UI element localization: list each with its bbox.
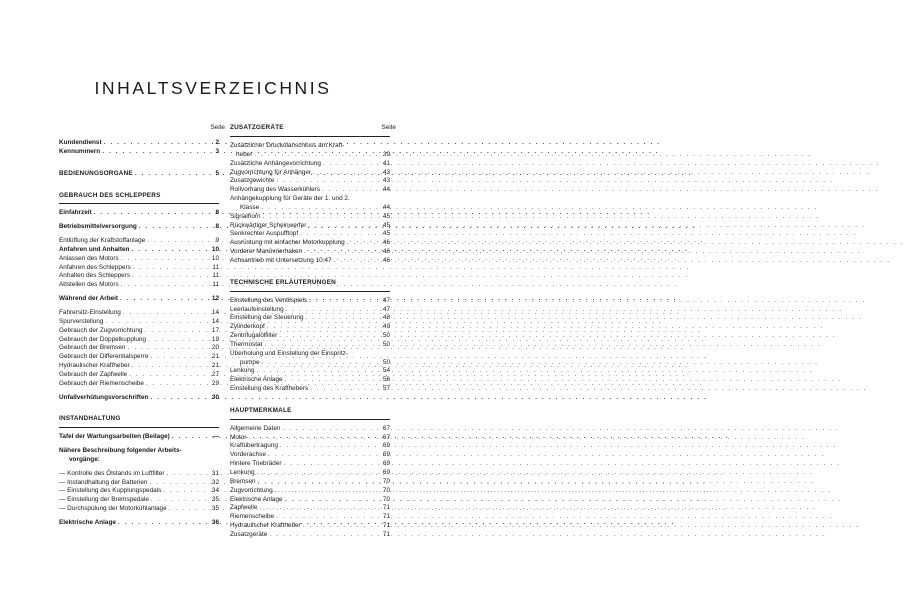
leader-dots <box>149 479 207 488</box>
toc-left-column <box>59 124 225 528</box>
toc-entry[interactable] <box>59 433 219 442</box>
toc-entry-title: Lenkung <box>230 367 255 375</box>
leader-dots <box>257 469 378 478</box>
toc-entry-page: 8 <box>215 223 219 231</box>
toc-subheading: Nähere Beschreibung folgender Arbeits- <box>59 447 182 455</box>
toc-entry[interactable] <box>230 496 390 505</box>
toc-entry-title: Gebrauch der Doppelkupplung <box>59 335 147 343</box>
leader-dots <box>323 160 378 169</box>
toc-entry-page: 50 <box>382 332 390 340</box>
toc-entry[interactable] <box>230 425 390 434</box>
toc-entry-title: Lenkung <box>230 469 255 476</box>
toc-entry[interactable] <box>59 353 219 362</box>
toc-entry-title: Tafel der Wartungsarbeiten (Beilage) <box>59 433 170 441</box>
toc-entry[interactable] <box>59 380 219 389</box>
toc-entry-page: 50 <box>382 358 390 366</box>
leader-dots <box>131 246 207 255</box>
leader-dots <box>139 223 207 232</box>
toc-entry[interactable] <box>230 306 390 315</box>
leader-dots <box>135 170 207 179</box>
toc-entry-title: heber <box>236 150 253 158</box>
page-column-label: Seite <box>381 124 396 131</box>
toc-entry[interactable] <box>230 376 390 385</box>
toc-entry[interactable] <box>230 151 390 160</box>
toc-entry-title-line1: Überholung und Einstellung der Einspritz- <box>230 349 348 357</box>
toc-entry-title: Kundendienst <box>59 139 102 146</box>
toc-entry-title: Rollvorhang des Wasserkühlers <box>230 186 320 194</box>
table-of-contents <box>0 124 426 594</box>
toc-entry-title: Zentrifugalölfilter <box>230 332 278 340</box>
leader-dots <box>121 255 207 264</box>
leader-dots <box>282 425 378 434</box>
toc-entry[interactable] <box>230 332 390 341</box>
toc-entry-page: 47 <box>382 296 390 304</box>
toc-entry[interactable] <box>59 336 219 345</box>
toc-entry-page: 11 <box>212 281 219 289</box>
toc-entry-page: 19 <box>211 335 219 343</box>
leader-dots <box>263 213 378 222</box>
toc-entry[interactable] <box>230 341 390 350</box>
leader-dots <box>313 169 378 178</box>
toc-entry-page: 39 <box>382 150 390 158</box>
leader-dots <box>308 222 378 231</box>
toc-entry[interactable] <box>230 522 390 531</box>
divider <box>59 427 219 428</box>
toc-entry-page: 30 <box>211 393 219 401</box>
toc-entry[interactable] <box>59 479 219 488</box>
leader-dots <box>169 505 207 514</box>
leader-dots <box>172 433 207 442</box>
divider <box>59 203 219 204</box>
toc-entry[interactable] <box>230 248 390 257</box>
page-title: INHALTSVERZEICHNIS <box>94 78 332 98</box>
toc-entry[interactable] <box>230 213 390 222</box>
leader-dots <box>285 376 378 385</box>
toc-entry-title: Achsantrieb mit Untersetzung 10:47 <box>230 256 332 264</box>
toc-entry-page: 43 <box>382 168 390 176</box>
leader-dots <box>248 434 378 443</box>
toc-entry-page: 44 <box>382 203 390 211</box>
toc-entry[interactable] <box>230 513 390 522</box>
toc-entry[interactable] <box>59 309 219 318</box>
toc-entry[interactable] <box>230 442 390 451</box>
leader-dots <box>129 371 207 380</box>
toc-entry-page: 54 <box>382 367 390 375</box>
right-column-header <box>230 124 396 133</box>
leader-dots <box>275 487 378 496</box>
toc-entry[interactable] <box>230 239 390 248</box>
toc-entry-title: Allgemeine Daten <box>230 424 281 432</box>
leader-dots <box>280 442 378 451</box>
leader-dots <box>306 314 378 323</box>
toc-entry[interactable] <box>59 496 219 505</box>
leader-dots <box>259 504 378 513</box>
toc-entry-title: Motor <box>230 433 247 441</box>
toc-entry-title: — Kontrolle des Ölstands im Luftfilter <box>59 469 165 477</box>
toc-entry[interactable] <box>230 314 390 323</box>
toc-entry-title: Spurverstellung <box>59 317 104 325</box>
leader-dots <box>267 323 378 332</box>
toc-entry-title: Elektrische Anlage <box>230 495 283 503</box>
toc-entry-page: 21 <box>211 353 219 361</box>
toc-entry-page: 29 <box>211 379 219 387</box>
toc-entry-page: 35 <box>211 505 219 513</box>
toc-entry-title: Zusatzgeräte <box>230 530 268 538</box>
toc-entry-title: Senkrechter Auspufftopf <box>230 230 299 238</box>
leader-dots <box>133 264 207 273</box>
toc-entry-title: Zugvorrichtung für Anhänger <box>230 168 311 176</box>
toc-entry-page: 32 <box>211 478 219 486</box>
leader-dots <box>347 239 378 248</box>
toc-entry[interactable] <box>230 230 390 239</box>
toc-entry-title: Zusatzgewichte <box>230 177 275 185</box>
toc-entry-page: 43 <box>382 177 390 185</box>
toc-entry-page: 11 <box>212 272 219 280</box>
toc-entry-page: 69 <box>382 442 390 450</box>
toc-entry[interactable] <box>230 469 390 478</box>
toc-entry-title: Hintere Triebräder <box>230 460 282 468</box>
toc-entry[interactable] <box>230 460 390 469</box>
leader-dots <box>150 353 207 362</box>
toc-entry-page: 71 <box>382 522 390 530</box>
toc-entry[interactable] <box>230 451 390 460</box>
toc-entry-page: 14 <box>211 317 219 325</box>
toc-entry-page: — <box>212 433 219 441</box>
toc-entry-page: 45 <box>382 212 390 220</box>
leader-dots <box>284 460 378 469</box>
toc-entry-title: Anlassen des Motors <box>59 254 119 262</box>
toc-entry-page: 70 <box>382 486 390 494</box>
leader-dots <box>148 336 207 345</box>
toc-entry-page: 67 <box>382 433 390 441</box>
toc-entry-page: 35 <box>211 496 219 504</box>
leader-dots <box>264 341 378 350</box>
toc-entry[interactable] <box>59 272 219 281</box>
page-column-label: Seite <box>210 124 225 131</box>
toc-entry-page: 45 <box>382 230 390 238</box>
toc-entry-page: 71 <box>382 504 390 512</box>
leader-dots <box>303 522 378 531</box>
toc-entry-title: Rückwärtiger Scheinwerfer <box>230 221 307 229</box>
leader-dots <box>300 230 378 239</box>
toc-entry-title: Ausrüstung mit einfacher Motorkupplung <box>230 239 345 247</box>
leader-dots <box>304 248 378 257</box>
toc-entry-title: Einfahrzeit <box>59 209 92 217</box>
leader-dots <box>286 306 378 315</box>
leader-dots <box>144 327 207 336</box>
toc-entry[interactable] <box>59 362 219 371</box>
leader-dots <box>132 362 207 371</box>
leader-dots <box>285 496 378 505</box>
toc-entry[interactable] <box>59 318 219 327</box>
toc-entry-title: Während der Arbeit <box>59 295 119 303</box>
toc-entry-page: 45 <box>382 221 390 229</box>
leader-dots <box>269 531 378 540</box>
toc-entry[interactable] <box>59 394 219 403</box>
leader-dots <box>151 496 207 505</box>
toc-entry[interactable] <box>230 367 390 376</box>
toc-entry-page: 9 <box>215 237 219 245</box>
toc-entry[interactable] <box>59 255 219 264</box>
leader-dots <box>132 272 207 281</box>
toc-entry-page: 21 <box>211 362 219 370</box>
leader-dots <box>322 186 378 195</box>
toc-entry-title: Gebrauch der Bremsen <box>59 344 126 352</box>
toc-entry-page: 20 <box>211 344 219 352</box>
toc-entry-page: 46 <box>382 256 390 264</box>
toc-entry[interactable] <box>230 177 390 186</box>
toc-entry[interactable] <box>230 478 390 487</box>
toc-entry-page: 17 <box>211 326 219 334</box>
toc-entry[interactable] <box>230 186 390 195</box>
toc-entry[interactable] <box>59 139 219 148</box>
toc-entry-title: Gebrauch der Zugvorrichtung <box>59 326 143 334</box>
toc-entry-page: 47 <box>382 305 390 313</box>
leader-dots <box>257 367 378 376</box>
leader-dots <box>163 487 207 496</box>
toc-entry-title: Kraftübertragung <box>230 442 278 450</box>
leader-dots <box>334 257 378 266</box>
toc-entry-title: Anfahren des Schleppers <box>59 263 131 271</box>
toc-entry-page: 44 <box>382 186 390 194</box>
divider <box>230 136 390 137</box>
toc-entry[interactable] <box>230 297 390 306</box>
toc-entry-page: 3 <box>215 147 219 155</box>
toc-entry[interactable] <box>230 204 390 213</box>
leader-dots <box>279 332 378 341</box>
toc-entry-page: 71 <box>382 530 390 538</box>
toc-entry-page: 71 <box>382 513 390 521</box>
toc-entry-title: Einstellung des Krafthebers <box>230 385 309 393</box>
toc-entry-title: BEDIENUNGSORGANE <box>59 169 133 177</box>
toc-entry-title: Signalhorn <box>230 212 261 220</box>
toc-entry-page: 70 <box>382 495 390 503</box>
toc-entry-title: Zapfwelle <box>230 504 258 512</box>
toc-entry-title: Zylinderkopf <box>230 323 265 331</box>
toc-entry-title: — Durchspülung der Motorkühlanlage <box>59 505 167 513</box>
toc-entry-page: 10 <box>211 245 219 253</box>
toc-entry[interactable] <box>59 505 219 514</box>
toc-entry-title: Thermostat <box>230 340 263 348</box>
leader-dots <box>262 359 378 368</box>
toc-entry[interactable] <box>230 504 390 513</box>
toc-entry-title: Klasse <box>240 203 260 211</box>
toc-entry-page: 48 <box>382 314 390 322</box>
toc-entry[interactable] <box>230 531 390 540</box>
toc-entry-title: — Instandhaltung der Batterien <box>59 478 148 486</box>
leader-dots <box>94 209 207 218</box>
toc-right-column <box>230 124 396 540</box>
toc-entry-title: — Einstellung der Bremspedale <box>59 496 149 504</box>
toc-entry[interactable] <box>59 246 219 255</box>
section-heading-hauptmerkmale: HAUPTMERKMALE <box>230 406 292 414</box>
leader-dots <box>276 513 378 522</box>
toc-entry-page: 46 <box>382 239 390 247</box>
toc-entry-page: 56 <box>382 376 390 384</box>
toc-entry-title: Zugvorrichtung <box>230 486 273 494</box>
toc-entry[interactable] <box>230 487 390 496</box>
toc-entry-page: 8 <box>215 209 219 217</box>
leader-dots <box>123 309 207 318</box>
toc-entry[interactable] <box>59 281 219 290</box>
toc-entry-title: Zusätzliche Anhängevorrichtung <box>230 159 321 167</box>
leader-dots <box>261 204 378 213</box>
toc-entry-page: 69 <box>382 460 390 468</box>
leader-dots <box>120 295 207 304</box>
toc-entry[interactable] <box>59 327 219 336</box>
toc-entry-page: 31 <box>211 469 219 477</box>
toc-entry-title: pumpe <box>240 358 260 366</box>
leader-dots <box>102 148 207 157</box>
toc-entry[interactable] <box>230 222 390 231</box>
section-heading-gebrauch: GEBRAUCH DES SCHLEPPERS <box>59 191 161 199</box>
leader-dots <box>146 380 207 389</box>
toc-entry-page: 34 <box>211 487 219 495</box>
toc-entry[interactable] <box>230 434 390 443</box>
toc-entry[interactable] <box>59 148 219 157</box>
toc-entry[interactable] <box>59 371 219 380</box>
leader-dots <box>127 344 207 353</box>
toc-entry-page: 69 <box>382 451 390 459</box>
leader-dots <box>118 519 207 528</box>
toc-entry[interactable] <box>59 209 219 218</box>
toc-entry-title: — Einstellung des Kupplungspedals <box>59 487 162 495</box>
leader-dots <box>121 281 207 290</box>
toc-entry-title: Einstellung des Ventilspiels <box>230 296 308 304</box>
toc-entry-page: 50 <box>382 340 390 348</box>
leader-dots <box>276 177 378 186</box>
toc-entry-title: Gebrauch der Differentialsperre <box>59 353 149 361</box>
leader-dots <box>268 451 378 460</box>
toc-entry[interactable] <box>230 323 390 332</box>
leader-dots <box>254 151 378 160</box>
toc-entry[interactable] <box>230 385 390 394</box>
toc-entry[interactable] <box>59 519 219 528</box>
leader-dots <box>309 297 378 306</box>
toc-entry[interactable] <box>230 160 390 169</box>
toc-entry-page: 70 <box>382 477 390 485</box>
leader-dots <box>105 318 207 327</box>
toc-section-entry[interactable] <box>59 170 219 179</box>
toc-entry-page: 46 <box>382 248 390 256</box>
toc-entry-page: 49 <box>382 323 390 331</box>
toc-entry-title: Einstellung der Steuerung <box>230 314 304 322</box>
toc-entry-title: Entlüftung der Kraftstoffanlage <box>59 237 146 245</box>
toc-entry-page: 69 <box>382 469 390 476</box>
toc-entry-page: 57 <box>382 385 390 393</box>
toc-entry-page: 67 <box>382 424 390 432</box>
toc-entry-page: 41 <box>382 159 390 167</box>
toc-entry-title: Kennummern <box>59 147 101 155</box>
toc-entry-title: Elektrische Anlage <box>59 519 116 526</box>
left-column-header <box>59 124 225 133</box>
section-heading-zusatzgeraete: ZUSATZGERÄTE <box>230 124 284 131</box>
section-heading-technische: TECHNISCHE ERLÄUTERUNGEN <box>230 278 336 286</box>
toc-entry[interactable] <box>59 237 219 246</box>
toc-entry[interactable] <box>230 257 390 266</box>
leader-dots <box>258 478 378 487</box>
toc-entry-title: Gebrauch der Zapfwelle <box>59 370 128 378</box>
leader-dots <box>167 470 208 479</box>
toc-entry[interactable] <box>59 470 219 479</box>
toc-entry-title: Bremsen <box>230 477 256 485</box>
toc-entry[interactable] <box>230 169 390 178</box>
toc-entry-title: Riemenscheibe <box>230 513 275 521</box>
toc-entry-title: Abstellen des Motors <box>59 281 119 289</box>
toc-entry[interactable] <box>59 264 219 273</box>
toc-entry-title-line1: Anhängekupplung für Geräte der 1. und 2. <box>230 195 350 203</box>
toc-entry-title: Elektrische Anlage <box>230 376 283 384</box>
toc-entry-title: Hydraulischer Kraftheber <box>59 362 130 370</box>
toc-entry-page: 27 <box>211 370 219 378</box>
toc-entry-title: Vorderer Manövrierhaken <box>230 248 303 256</box>
toc-entry-page: 5 <box>215 169 219 177</box>
toc-entry-title: Unfallverhütungsvorschriften <box>59 393 149 401</box>
toc-entry[interactable] <box>59 223 219 232</box>
toc-entry-title: Hydraulischer Kraftheber <box>230 522 301 530</box>
toc-entry[interactable] <box>59 295 219 304</box>
toc-entry-page: 2 <box>215 139 219 146</box>
section-heading-instandhaltung: INSTANDHALTUNG <box>59 415 121 423</box>
leader-dots <box>147 237 207 246</box>
toc-entry-page: 36 <box>211 519 219 526</box>
leader-dots <box>310 385 378 394</box>
toc-entry-title: Vorderachse <box>230 451 266 459</box>
toc-entry-page: 14 <box>211 308 219 316</box>
toc-entry-title: Leerlaufeinstellung <box>230 305 284 313</box>
toc-entry[interactable] <box>230 359 390 368</box>
toc-subheading-cont: vorgänge: <box>69 455 100 463</box>
leader-dots <box>104 139 207 148</box>
toc-entry-page: 11 <box>212 263 219 271</box>
toc-entry-title-line1: Zusätzlicher Druckölanschluss am Kraft- <box>230 142 345 149</box>
toc-entry-page: 10 <box>211 254 219 262</box>
toc-entry[interactable] <box>59 487 219 496</box>
toc-entry-title: Anhalten des Schleppers <box>59 272 131 280</box>
toc-entry-title: Anfahren und Anhalten <box>59 245 130 253</box>
divider <box>230 291 390 292</box>
toc-entry-page: 12 <box>211 295 219 303</box>
divider <box>230 419 390 420</box>
toc-entry-title: Gebrauch der Riemenscheibe <box>59 379 144 387</box>
toc-entry-title: Fahrersitz-Einstellung <box>59 308 121 316</box>
leader-dots <box>150 394 207 403</box>
toc-entry[interactable] <box>59 344 219 353</box>
toc-entry-title: Betriebsmittelversorgung <box>59 223 137 231</box>
